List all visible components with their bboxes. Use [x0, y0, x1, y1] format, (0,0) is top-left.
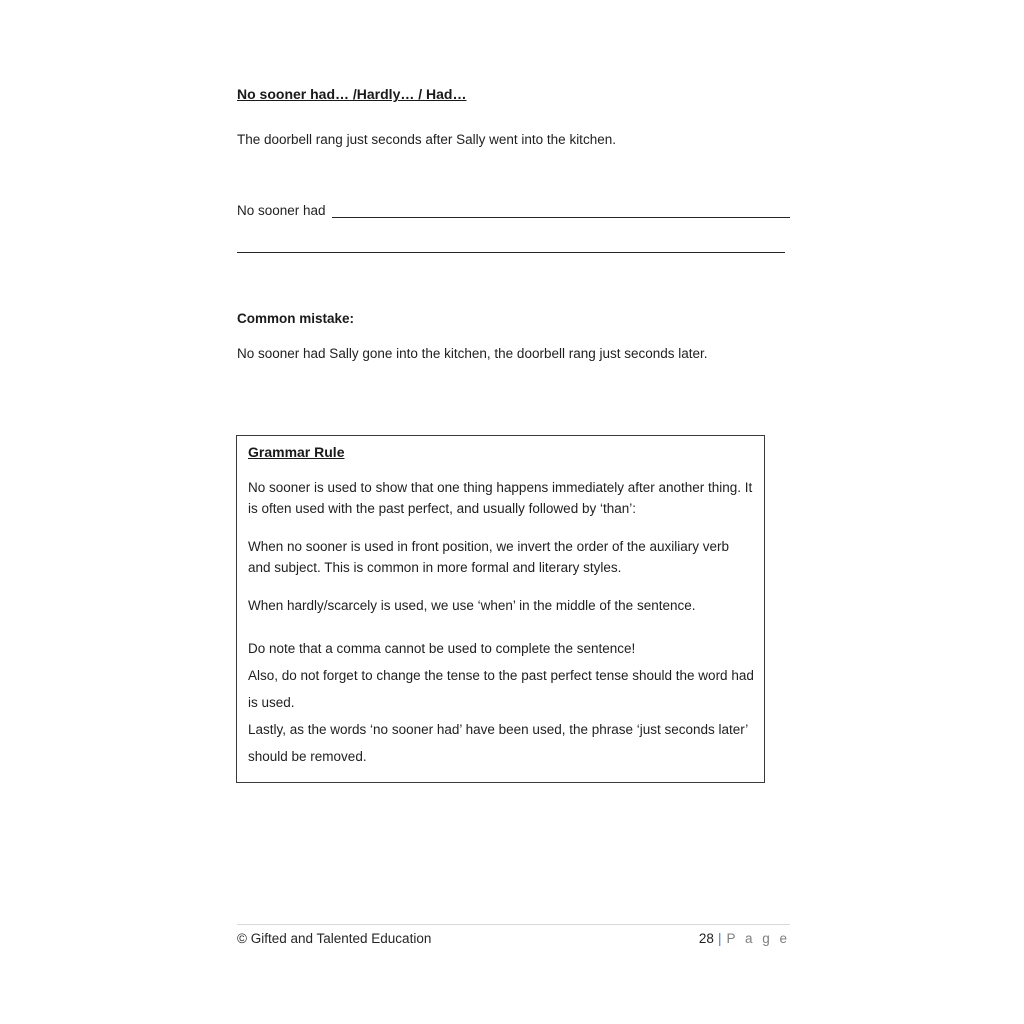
- grammar-rule-paragraph: Lastly, as the words ‘no sooner had’ have been used, the phrase ‘just seconds later’ should be removed.: [248, 722, 748, 764]
- grammar-rule-box: [236, 435, 765, 783]
- grammar-rule-heading: Grammar Rule: [248, 444, 345, 460]
- grammar-rule-paragraph: When hardly/scarcely is used, we use ‘when’ in the middle of the sentence.: [248, 598, 696, 613]
- copyright-text: © Gifted and Talented Education: [237, 931, 432, 946]
- answer-line-1: [237, 203, 790, 218]
- footer-separator: |: [717, 931, 722, 946]
- page-word: P a g e: [726, 931, 790, 946]
- grammar-rule-paragraph: Do note that a comma cannot be used to complete the sentence!: [248, 641, 636, 656]
- grammar-rule-notes: [248, 635, 754, 770]
- exercise-sentence: The doorbell rang just seconds after Sally went into the kitchen.: [237, 132, 616, 147]
- answer-blank-line-1: [332, 203, 790, 218]
- common-mistake-heading: Common mistake:: [237, 311, 355, 326]
- page-footer: [237, 931, 790, 946]
- page-number-block: [699, 931, 790, 946]
- page-title: No sooner had… /Hardly… / Had…: [237, 86, 467, 102]
- answer-prompt: No sooner had: [237, 203, 326, 218]
- page-number: 28: [698, 931, 714, 946]
- grammar-rule-paragraph: Also, do not forget to change the tense to the past perfect tense should the word had is used.: [248, 668, 754, 710]
- common-mistake-sentence: No sooner had Sally gone into the kitchen, the doorbell rang just seconds later.: [237, 346, 708, 361]
- grammar-rule-paragraph: No sooner is used to show that one thing happens immediately after another thing. It is often used with the past perfect, and usually followed by ‘than’:: [248, 480, 753, 516]
- footer-divider: [237, 924, 790, 925]
- grammar-rule-paragraph: When no sooner is used in front position, we invert the order of the auxiliary verb and subject. This is common in more formal and literary styles.: [248, 539, 730, 575]
- answer-blank-line-2: [237, 236, 785, 253]
